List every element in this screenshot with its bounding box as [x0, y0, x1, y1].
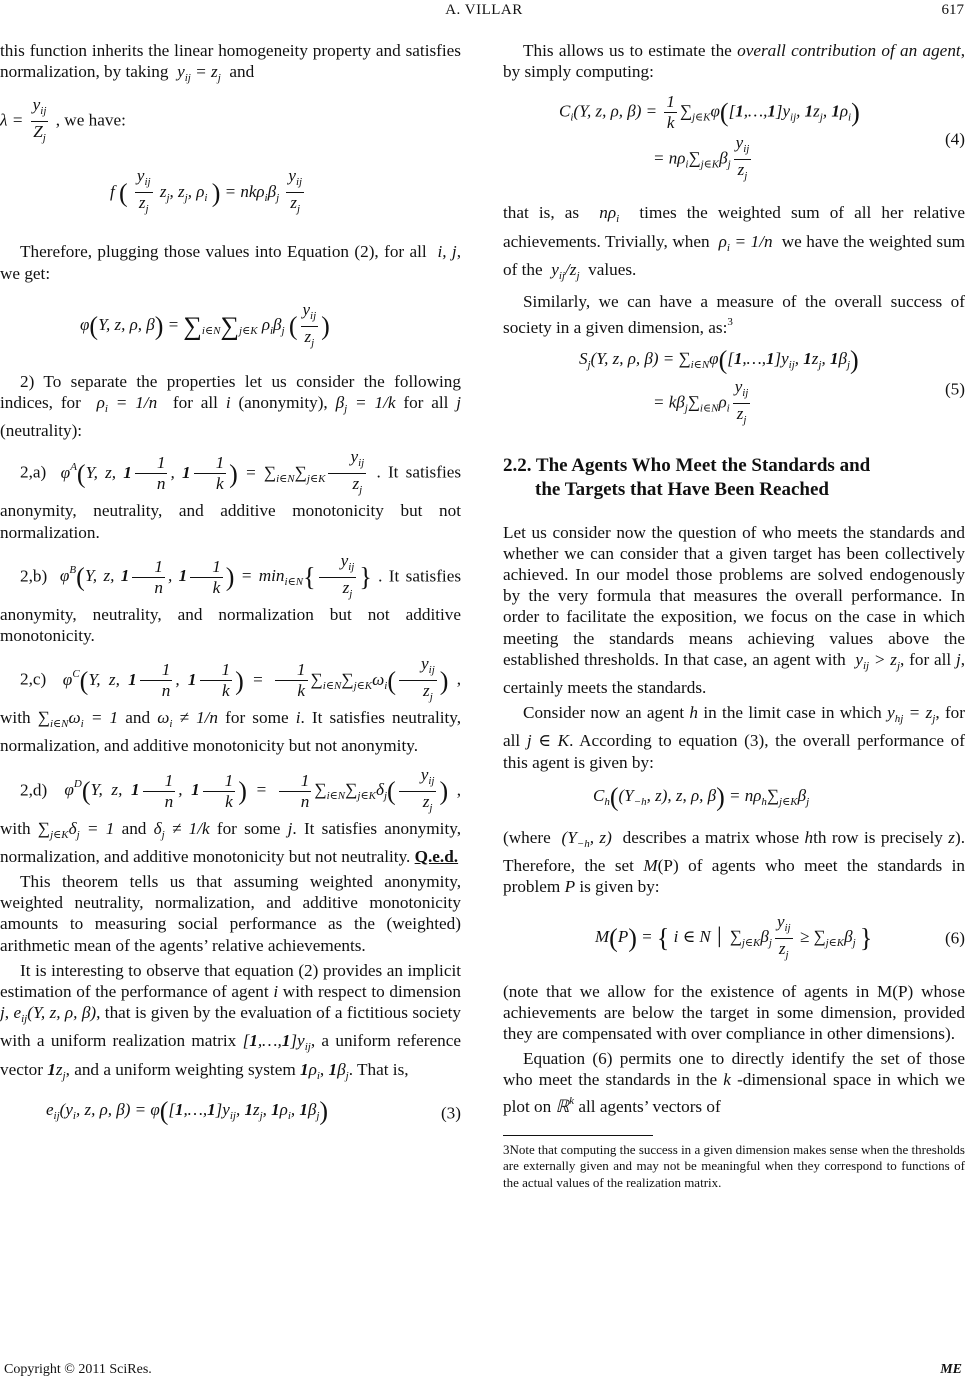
- equation: f ( $\frac{y_{ij}}{z_j}$ $z_j$, $z_j$, $\rho_i$ ) = $nk\rho_i\beta_j$ $\frac{y_{ij}}{z_j}$: [110, 166, 303, 216]
- equation-3: $e_{ij}(y_i$, z, ρ, $\beta) = \varphi([1,\dots,1]y_{ij}$, $1z_j$, $1\rho_i$, $1\beta_j$) (3): [46, 1096, 461, 1126]
- index-2c: 2,c) $\varphi^C(Y$, z, 1 $\frac{1}{n}$ , 1 $\frac{1}{k}$ ) = $\frac{1}{k}$ $\sum_{i\in N}\sum_{j\in K}\omega_i$( $\frac{y_{ij}}{z_j}$ ) , with $\sum_{i\in N}\omega_i = 1$ and $\omega_i \ne 1/n$ for some i. It satisfies neutrality, normalization, and additive monotonicity but not anonymity.: [0, 654, 462, 756]
- equation-number: (4): [944, 129, 965, 149]
- footnote: 3Note that computing the success in a given dimension makes sense when the thresholds are externally given and may not be meaningful when they correspond to functions of the actual values of the realization matrix.: [503, 1141, 965, 1190]
- paragraph: that is, as $n\rho_i$ times the weighted sum of all her relative achievements. Trivially, when $\rho_i = 1/n$ we have the weighted sum of the $y_{ij}/z_j$ values.: [503, 203, 966, 282]
- equation-number: (6): [944, 928, 965, 948]
- left-column: [0, 40, 461, 1137]
- paragraph: Therefore, plugging those values into Equation (2), for all i, j, we get:: [0, 242, 461, 283]
- copyright: Copyright © 2011 SciRes.: [4, 1362, 152, 1377]
- paragraph: 2) To separate the properties let us consider the following indices, for $\rho_i = 1/n$ for all i (anonymity), $\beta_j = 1/k$ for all j (neutrality):: [0, 371, 462, 441]
- equation-number: (5): [944, 379, 965, 399]
- qed: Q.e.d.: [414, 846, 459, 866]
- paragraph: Similarly, we can have a measure of the overall success of society in a given dimension, as:$^3$: [503, 292, 965, 338]
- equation-5: $S_j(Y$, z, ρ, $\beta) = \sum_{i\in N}\varphi([1,\dots,1]y_{ij}$, $1z_j$, $1\beta_j$) = $k\beta_j\sum_{i\in N}\rho_i$ $\frac{y_{ij}}{z_j}$ (5): [579, 345, 965, 426]
- paragraph: It is interesting to observe that equation (2) provides an implicit estimation of the performance of agent i with respect to dimension j, $e_{ij}(Y$, z, ρ, β), that is given by the evaluation of a fictitious society with a uniform realization matrix $[1,\dots,1]y_{ij}$, a uniform reference vector $1z_j$, and a uniform weighting system $1\rho_i$, $1\beta_j$. That is,: [0, 960, 462, 1082]
- footnote-divider: [503, 1135, 653, 1136]
- right-column: [503, 40, 965, 1195]
- equation-number: (3): [440, 1103, 461, 1123]
- paragraph: Let us consider now the question of who meets the standards and whether we can consider that a given target has been collectively achieved. In our model those problems are solved endogenously by the very formula that measures the overall performance. In order to facilitate the exposition, we focus on the case in which meeting the standards means achieving values above the established thresholds. In that case, an agent with $y_{ij} > z_j$, for all j, certainly meets the standards.: [503, 522, 966, 698]
- running-header-author: A. VILLAR: [445, 2, 523, 18]
- index-2b: 2,b) $\varphi^B(Y$, z, 1 $\frac{1}{n}$ , 1 $\frac{1}{k}$ ) = $\min_{i\in N}${ $\frac{y_{ij}}{z_j}$ } . It satisfies anonymity, neutrality, and normalization but not additive monotonicity.: [0, 550, 462, 646]
- equation-4: $C_i(Y$, z, ρ, β) = $\frac{1}{k}$ $\sum_{j\in K}\varphi([1,\dots,1]y_{ij}$, $1z_j$, $1\rho_i$) = $n\rho_i\sum_{j\in K}\beta_j$ $\frac{y_{ij}}{z_j}$ (4): [559, 92, 965, 183]
- paragraph: λ = $\frac{y_{ij}}{Z_j}$ , we have:: [0, 95, 126, 145]
- paragraph: Consider now an agent h in the limit case in which $y_{hj} = z_j$, for all j ∈ K. According to equation (3), the overall performance of this agent is given by:: [503, 703, 966, 772]
- paragraph: This allows us to estimate the overall contribution of an agent, by simply computing:: [503, 41, 965, 82]
- equation-6: M(P) = { i ∈ N │ $\sum_{j\in K}\beta_j$ $\frac{y_{ij}}{z_j}$ ≥ $\sum_{j\in K}\beta_j$ } (6): [595, 911, 965, 961]
- paragraph: Equation (6) permits one to directly identify the set of those who meet the standards in the k -dimensional space in which we plot on ℝ$^k$ all agents’ vectors of: [503, 1049, 966, 1116]
- equation: $C_h((Y_{-h}$, z), z, ρ, $\beta) = n\rho_h\sum_{j\in K}\beta_j$: [593, 782, 810, 812]
- equation: φ(Y, z, ρ, $\beta) = \sum_{i\in N}\sum_{j\in K}$ $\rho_i\beta_j$ ( $\frac{y_{ij}}{z_j}$ ): [80, 299, 330, 349]
- page-number: 617: [941, 2, 964, 18]
- paragraph: (note that we allow for the existence of agents in M(P) whose achievements are below the target in some dimension, provided they are compensated with over compliance in other dimensions).: [503, 981, 965, 1044]
- section-heading: 2.2. The Agents Who Meet the Standards and the Targets that Have Been Reached: [503, 454, 871, 500]
- paragraph: This theorem tells us that assuming weighted anonymity, weighted neutrality, normalization, and additive monotonicity amounts to measuring social performance as the (weighted) arithmetic mean of the agents’ relative achievements.: [0, 872, 461, 955]
- index-2d: 2,d) $\varphi^D(Y$, z, 1 $\frac{1}{n}$ , 1 $\frac{1}{k}$ ) = $\frac{1}{n}$ $\sum_{i\in N}\sum_{j\in K}\delta_j$( $\frac{y_{ij}}{z_j}$ ) , with $\sum_{j\in K}\delta_j = 1$ and $\delta_j \ne 1/k$ for some j. It satisfies anonymity, normalization, and additive monotonicity but not neutrality. Q.e.d.: [0, 764, 462, 866]
- paragraph: (where ($Y_{-h}$, z) describes a matrix whose hth row is precisely z). Therefore, the set M(P) of agents who meet the standards in problem P is given by:: [503, 828, 966, 897]
- index-2a: 2,a) $\varphi^A(Y$, z, 1 $\frac{1}{n}$ , 1 $\frac{1}{k}$ ) = $\sum_{i\in N}\sum_{j\in K}$ $\frac{y_{ij}}{z_j}$ . It satisfies anonymity, neutrality, and additive monotonicity but not normalization.: [0, 447, 462, 542]
- journal-abbrev: ME: [940, 1362, 962, 1377]
- paragraph: this function inherits the linear homogeneity property and satisfies normalization, by taking $y_{ij} = z_j$ and: [0, 41, 461, 85]
